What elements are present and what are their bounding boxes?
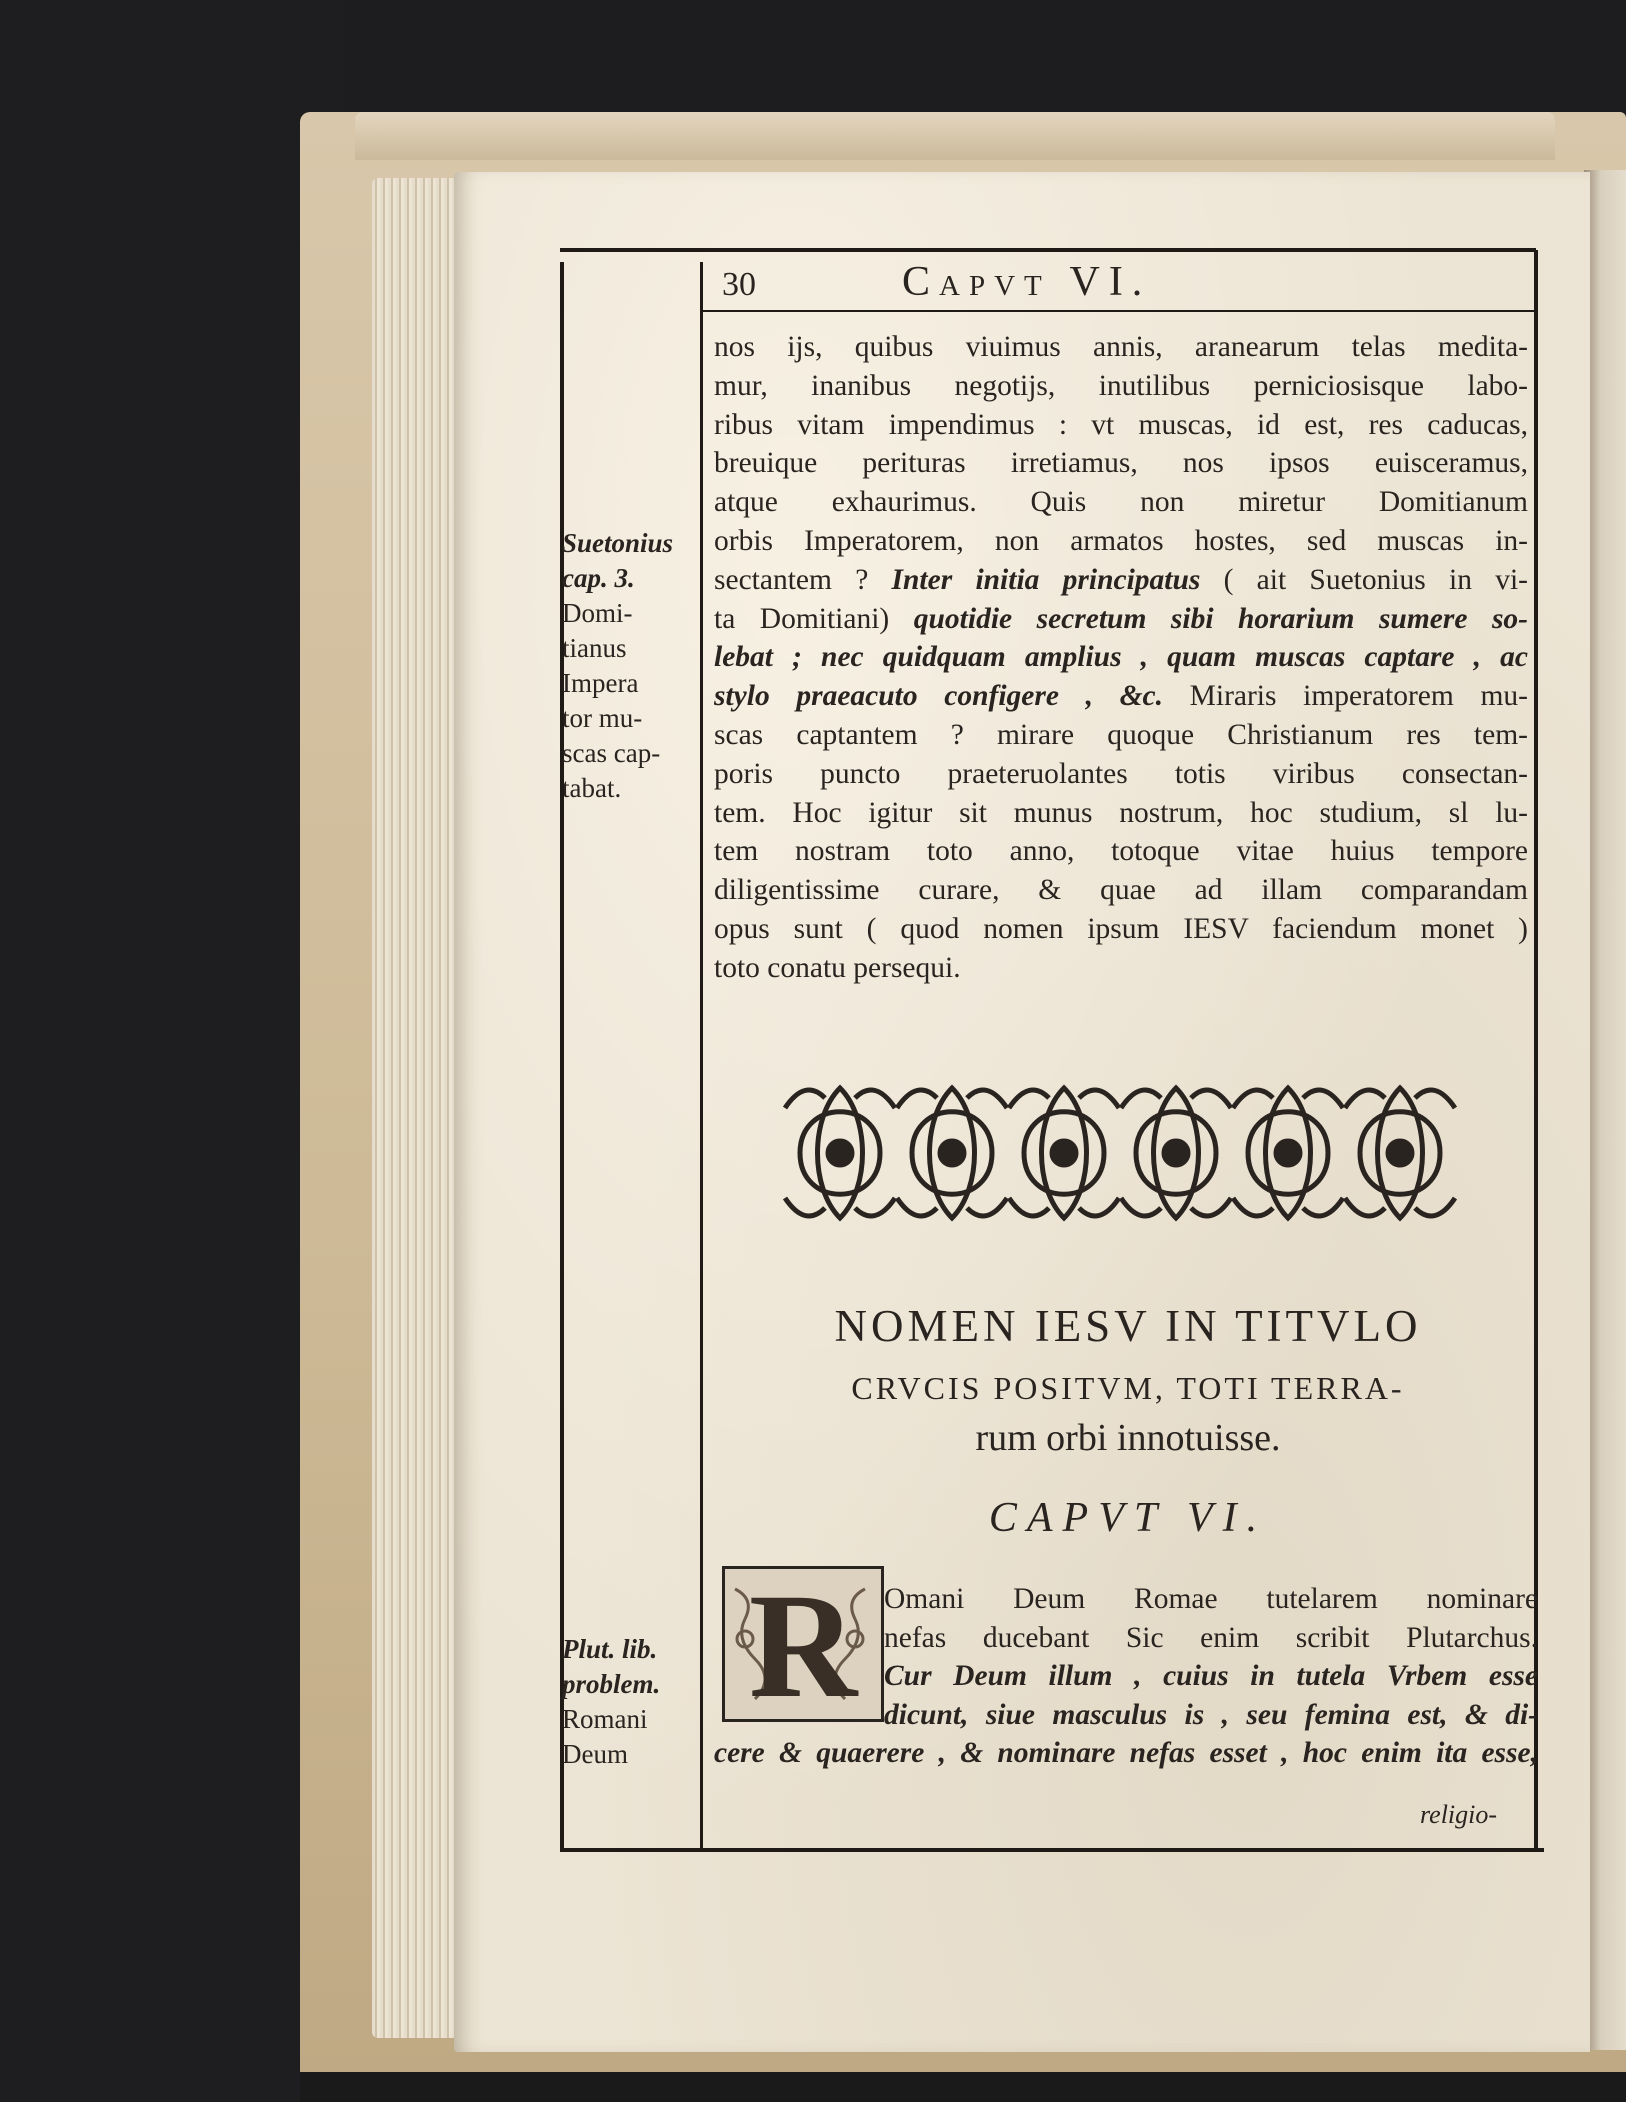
sidenote-line: cap. 3. (562, 563, 635, 593)
sidenote-line: Domi- (562, 598, 633, 628)
body-text (714, 328, 1528, 988)
text-line (714, 600, 1528, 639)
paragraph-plutarch (884, 1580, 1538, 1734)
page-number: 30 (722, 266, 756, 303)
text-line (714, 677, 1528, 716)
text-segment: Mirari (1189, 680, 1266, 713)
text-line: tem. Hoc igitur sit munus nostrum, hoc studium, sl lu- (714, 796, 1528, 829)
frame-rule-left (560, 262, 564, 1850)
text-line (714, 561, 1528, 600)
italic-line: lebat ; nec quidquam amplius , quam muscas captare , ac (714, 641, 1528, 674)
sidenote-line: Deum (562, 1739, 628, 1769)
chapter-label: CAPVT VI. (988, 1495, 1268, 1541)
running-title: Capvt VI. (902, 259, 1152, 305)
facing-page-edge (1584, 170, 1626, 2050)
frame-rule-margin (700, 262, 703, 1850)
sidenote-line: Suetonius (562, 528, 674, 558)
ornament-motif (785, 1088, 895, 1218)
text-line: nefas ducebant Sic enim scribit Plutarchus. (884, 1621, 1538, 1654)
italic-line: Cur Deum illum , cuius in tutela Vrbem esse (884, 1660, 1538, 1692)
sidenote-line: tianus (562, 633, 627, 663)
text-line: ribus vitam impendimus : vt muscas, id est, res caducas, (714, 408, 1528, 441)
sidenote-suetonius (562, 526, 702, 806)
italic-line: cere & quaerere , & nominare nefas esset , hoc enim ita esse, (714, 1737, 1538, 1769)
catchword: religio- (1420, 1800, 1498, 1829)
sidenote-line: tor mu- (562, 703, 643, 733)
text-line: tem nostram toto anno, totoque vitae huius tempore (714, 835, 1528, 868)
text-line: opus sunt ( quod nomen ipsum IESV faciendum monet ) (714, 912, 1528, 945)
sidenote-line: tabat. (562, 773, 622, 803)
decorated-initial (722, 1563, 884, 1729)
text-line: diligentissime curare, & quae ad illam comparandam (714, 874, 1528, 907)
text-line: orbis Imperatorem, non armatos hostes, sed muscas in- (714, 524, 1528, 557)
chapter-heading-line-3: rum orbi innotuisse. (975, 1417, 1281, 1459)
sidenote-plutarch (562, 1632, 702, 1772)
running-head (722, 258, 1442, 312)
ornament-band (780, 1068, 1460, 1238)
frame-rule-top (560, 248, 1536, 252)
sidenote-line: problem. (562, 1669, 661, 1699)
sidenote-line: scas cap- (562, 738, 661, 768)
text-line: Omani Deum Romae tutelarem nominare (884, 1583, 1538, 1615)
text-segment: ( ait Suetonius in vi- (1223, 563, 1528, 596)
binding-top-edge (355, 112, 1555, 160)
chapter-heading-line-2: CRVCIS POSITVM, TOTI TERRA- (851, 1370, 1405, 1406)
text-line: nos ijs, quibus viuimus annis, aranearum telas medita- (714, 331, 1528, 363)
sidenote-line: Romani (562, 1704, 648, 1734)
sidenote-line: Plut. lib. (562, 1634, 658, 1664)
text-line: poris puncto praeteruolantes totis viribus consectan- (714, 757, 1528, 790)
text-line: atque exhaurimus. Quis non miretur Domitianum (714, 486, 1528, 519)
text-line: mur, inanibus negotijs, inutilibus perniciosisque labo- (714, 369, 1528, 402)
text-line: scas captantem ? mirare quoque Christianum res tem- (714, 718, 1528, 751)
text-line: toto conatu persequi. (714, 951, 961, 984)
frame-rule-bottom (560, 1848, 1544, 1852)
sidenote-line: Impera (562, 668, 639, 698)
text-segment: sectantem ? (714, 563, 869, 596)
text-line: breuique perituras irretiamus, nos ipsos euisceramus, (714, 447, 1528, 480)
italic-segment: Inter initia principatus (891, 563, 1201, 596)
italic-line: dicunt, siue masculus is , seu femina est, & di- (884, 1698, 1538, 1731)
text-segment: s imperatorem mu- (1265, 680, 1528, 713)
paragraph-plutarch-tail (714, 1734, 1538, 1773)
chapter-heading-line-1: NOMEN IESV IN TITVLO (834, 1301, 1422, 1351)
italic-segment: quotidie secretum sibi horarium sumere so- (913, 602, 1528, 635)
text-segment: ta Domitiani) (714, 602, 890, 635)
initial-letter: R (748, 1563, 858, 1729)
background-left (0, 0, 345, 2102)
italic-segment: stylo praeacuto configere , &c. (714, 680, 1163, 713)
